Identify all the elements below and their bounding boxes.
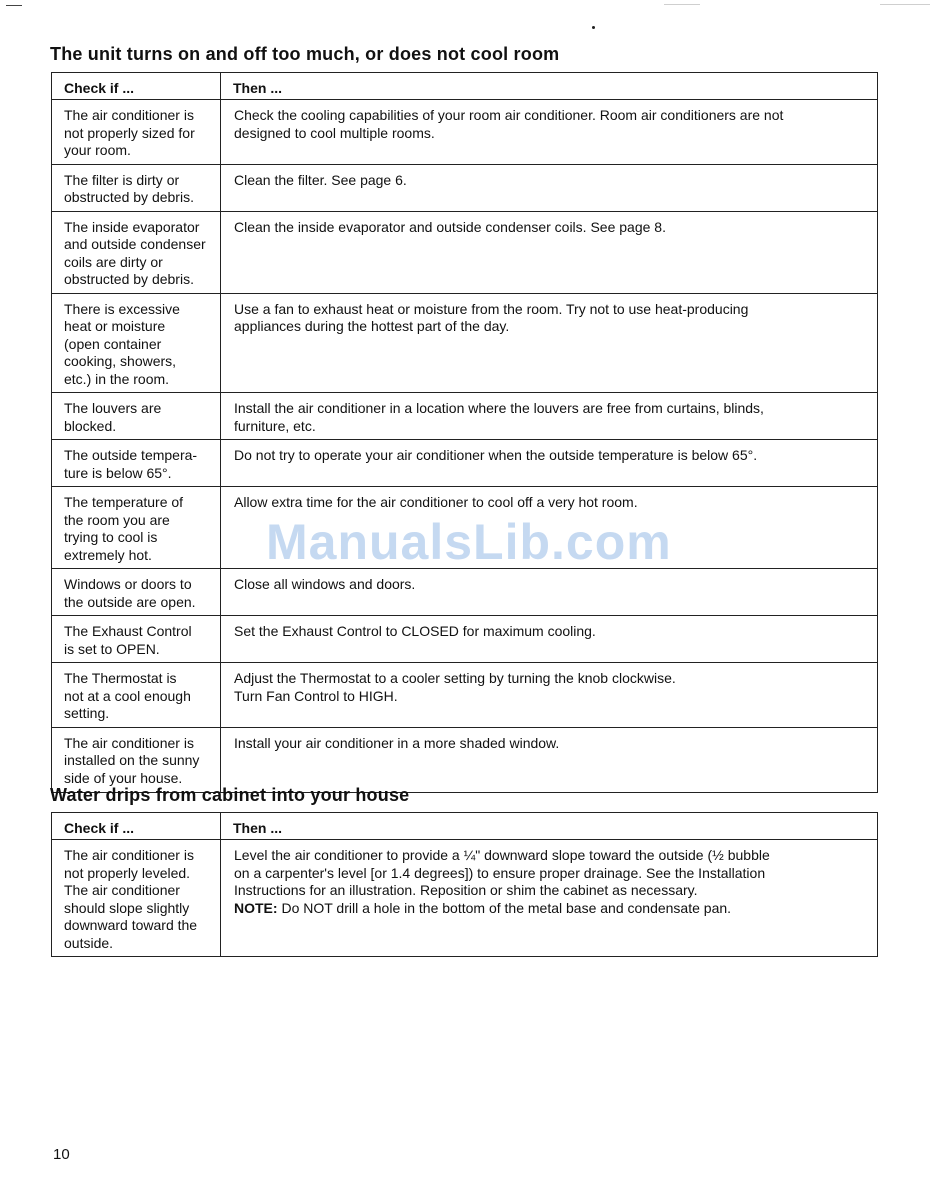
check-text: The air conditioner is not properly sized for your room.: [64, 107, 195, 158]
check-cell: [52, 440, 221, 487]
then-cell: [221, 164, 878, 211]
check-cell: [52, 663, 221, 728]
note-line: [234, 900, 869, 918]
check-cell: [52, 569, 221, 616]
column-header-then: Then ...: [221, 73, 878, 100]
corner-mark: [6, 5, 22, 6]
note-text: Do NOT drill a hole in the bottom of the metal base and condensate pan.: [277, 899, 732, 916]
table-row: [52, 211, 878, 293]
check-text: The air conditioner is not properly leveled. The air conditioner should slope slightly downward toward the outside.: [64, 847, 198, 951]
check-cell: [52, 393, 221, 440]
check-cell: [52, 100, 221, 165]
then-text: Clean the filter. See page 6.: [234, 171, 407, 188]
then-cell: [221, 487, 878, 569]
table-row: [52, 487, 878, 569]
then-cell: [221, 393, 878, 440]
then-text: Install the air conditioner in a location where the louvers are free from curtains, blinds, furniture, etc.: [234, 400, 764, 434]
table-row: [52, 616, 878, 663]
table-row: [52, 393, 878, 440]
table-header-row: [52, 73, 878, 100]
column-header-check: Check if ...: [52, 813, 221, 840]
then-text: Check the cooling capabilities of your room air conditioner. Room air conditioners are not designed to cool multiple rooms.: [234, 107, 784, 141]
section-title-water-drips: Water drips from cabinet into your house: [50, 785, 410, 805]
table-row: [52, 569, 878, 616]
table-row: [52, 663, 878, 728]
check-text: The Exhaust Control is set to OPEN.: [64, 623, 192, 657]
check-cell: [52, 840, 221, 957]
scan-line: [664, 4, 700, 5]
table-row: [52, 164, 878, 211]
table-header-row: [52, 813, 878, 840]
table-row: [52, 440, 878, 487]
check-cell: [52, 616, 221, 663]
then-text: Allow extra time for the air conditioner to cool off a very hot room.: [234, 494, 638, 510]
check-cell: [52, 211, 221, 293]
then-text: Close all windows and doors.: [234, 576, 416, 592]
then-text: Adjust the Thermostat to a cooler setting by turning the knob clockwise. Turn Fan Control to HIGH.: [234, 670, 676, 704]
check-text: Windows or doors to the outside are open.: [64, 576, 196, 610]
then-cell: [221, 663, 878, 728]
table-row: [52, 100, 878, 165]
section-title-cooling: The unit turns on and off too much, or does not cool room: [50, 44, 560, 64]
check-text: The temperature of the room you are trying to cool is extremely hot.: [64, 494, 184, 563]
then-cell: [221, 293, 878, 393]
then-text: Clean the inside evaporator and outside condenser coils. See page 8.: [234, 218, 666, 235]
then-cell: [221, 727, 878, 792]
check-cell: [52, 727, 221, 792]
then-text: Level the air conditioner to provide a ¼" downward slope toward the outside (½ bubble on a carpenter's level [or 1.4 degrees]) to ensure proper drainage. See the Installation Instructions for an illustration. Reposition or shim the cabinet as necessary.: [234, 847, 770, 898]
check-text: The outside tempera- ture is below 65°.: [64, 447, 198, 481]
watermark: ManualsLib.com: [266, 514, 672, 570]
then-cell: [221, 569, 878, 616]
scan-dot: [592, 26, 595, 29]
then-text: Set the Exhaust Control to CLOSED for maximum cooling.: [234, 623, 596, 639]
then-text: Use a fan to exhaust heat or moisture from the room. Try not to use heat-producing appliances during the hottest part of the day.: [234, 300, 749, 334]
table-row: [52, 840, 878, 957]
check-cell: [52, 164, 221, 211]
column-header-check: Check if ...: [52, 73, 221, 100]
then-cell: [221, 616, 878, 663]
table-row: [52, 727, 878, 792]
check-cell: [52, 293, 221, 393]
then-cell: [221, 440, 878, 487]
table-row: [52, 293, 878, 393]
troubleshooting-table-cooling: [51, 72, 878, 793]
check-text: The inside evaporator and outside condenser coils are dirty or obstructed by debris.: [64, 218, 206, 287]
check-text: The filter is dirty or obstructed by debris.: [64, 171, 194, 205]
page-number: 10: [53, 1146, 70, 1163]
check-cell: [52, 487, 221, 569]
check-text: The louvers are blocked.: [64, 400, 162, 434]
note-label: NOTE:: [234, 899, 278, 916]
troubleshooting-table-water: [51, 812, 878, 957]
check-text: The air conditioner is installed on the sunny side of your house.: [64, 734, 200, 786]
then-cell: [221, 211, 878, 293]
then-cell: [221, 100, 878, 165]
then-text: Install your air conditioner in a more shaded window.: [234, 734, 560, 751]
then-cell: [221, 840, 878, 957]
then-text: Do not try to operate your air conditioner when the outside temperature is below 65°.: [234, 447, 758, 463]
check-text: There is excessive heat or moisture (open container cooking, showers, etc.) in the room.: [64, 300, 180, 387]
check-text: The Thermostat is not at a cool enough setting.: [64, 670, 191, 721]
scan-line: [880, 4, 930, 5]
column-header-then: Then ...: [221, 813, 878, 840]
